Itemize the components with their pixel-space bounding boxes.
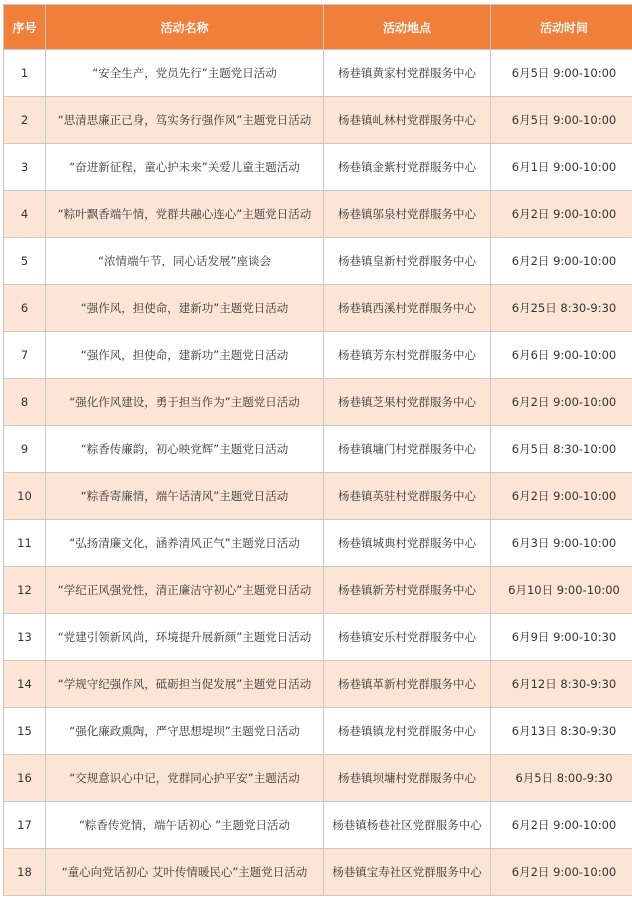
table-row [4,567,632,614]
cell-time: 6月25日 8:30-9:30 [491,285,632,332]
cell-time: 6月5日 9:00-10:00 [491,50,632,97]
cell-index: 8 [4,379,46,426]
cell-time: 6月2日 9:00-10:00 [491,849,632,896]
cell-activity-name: “学规守纪强作风，砥砺担当促发展”主题党日活动 [46,661,324,708]
cell-activity-name: “强化作风建设，勇于担当作为”主题党日活动 [46,379,324,426]
cell-index: 11 [4,520,46,567]
cell-time: 6月2日 9:00-10:00 [491,379,632,426]
cell-index: 16 [4,755,46,802]
header-activity-name: 活动名称 [46,5,324,50]
table-row [4,332,632,379]
activity-table [3,4,632,896]
header-index: 序号 [4,5,46,50]
cell-index: 15 [4,708,46,755]
cell-time: 6月13日 8:30-9:30 [491,708,632,755]
cell-location: 杨巷镇宝寿社区党群服务中心 [324,849,491,896]
table-row [4,144,632,191]
cell-index: 17 [4,802,46,849]
cell-activity-name: “强作风，担使命，建新功”主题党日活动 [46,332,324,379]
table-row [4,50,632,97]
cell-index: 13 [4,614,46,661]
table-row [4,614,632,661]
cell-activity-name: “学纪正风强党性，清正廉洁守初心”主题党日活动 [46,567,324,614]
cell-activity-name: “粽叶飘香端午情，党群共融心连心”主题党日活动 [46,191,324,238]
cell-activity-name: “粽香寄廉情，端午话清风”主题党日活动 [46,473,324,520]
table-row [4,661,632,708]
cell-activity-name: “强作风，担使命，建新功”主题党日活动 [46,285,324,332]
cell-location: 杨巷镇西溪村党群服务中心 [324,285,491,332]
table-row [4,708,632,755]
cell-location: 杨巷镇皇新村党群服务中心 [324,238,491,285]
cell-time: 6月5日 8:00-9:30 [491,755,632,802]
table-row [4,849,632,896]
table-row [4,802,632,849]
cell-index: 4 [4,191,46,238]
table-header [4,5,632,50]
cell-time: 6月1日 9:00-10:00 [491,144,632,191]
cell-index: 18 [4,849,46,896]
table-row [4,238,632,285]
cell-index: 2 [4,97,46,144]
cell-time: 6月10日 9:00-10:00 [491,567,632,614]
cell-activity-name: “奋进新征程，童心护未来”关爱儿童主题活动 [46,144,324,191]
cell-time: 6月5日 9:00-10:00 [491,97,632,144]
cell-index: 9 [4,426,46,473]
cell-location: 杨巷镇墉门村党群服务中心 [324,426,491,473]
cell-location: 杨巷镇英驻村党群服务中心 [324,473,491,520]
cell-location: 杨巷镇新芳村党群服务中心 [324,567,491,614]
cell-activity-name: “童心向党话初心 艾叶传情暖民心”主题党日活动 [46,849,324,896]
table-row [4,285,632,332]
cell-time: 6月6日 9:00-10:00 [491,332,632,379]
cell-time: 6月5日 8:30-10:00 [491,426,632,473]
cell-time: 6月9日 9:00-10:30 [491,614,632,661]
cell-activity-name: “思清思廉正己身，笃实务行强作风”主题党日活动 [46,97,324,144]
cell-location: 杨巷镇黄家村党群服务中心 [324,50,491,97]
cell-location: 杨巷镇乢林村党群服务中心 [324,97,491,144]
cell-time: 6月2日 9:00-10:00 [491,802,632,849]
cell-index: 10 [4,473,46,520]
cell-index: 7 [4,332,46,379]
cell-location: 杨巷镇坝墉村党群服务中心 [324,755,491,802]
cell-location: 杨巷镇城典村党群服务中心 [324,520,491,567]
cell-time: 6月2日 9:00-10:00 [491,473,632,520]
header-row [4,5,632,50]
cell-activity-name: “粽香传党情，端午话初心 ”主题党日活动 [46,802,324,849]
cell-time: 6月3日 9:00-10:00 [491,520,632,567]
cell-index: 6 [4,285,46,332]
cell-location: 杨巷镇芝果村党群服务中心 [324,379,491,426]
cell-activity-name: “强化廉政熏陶，严守思想堤坝”主题党日活动 [46,708,324,755]
cell-index: 14 [4,661,46,708]
table-body [4,50,632,896]
table-row [4,520,632,567]
cell-location: 杨巷镇革新村党群服务中心 [324,661,491,708]
cell-activity-name: “安全生产，党员先行”主题党日活动 [46,50,324,97]
cell-index: 3 [4,144,46,191]
cell-location: 杨巷镇镇龙村党群服务中心 [324,708,491,755]
header-time: 活动时间 [491,5,632,50]
cell-time: 6月2日 9:00-10:00 [491,191,632,238]
cell-activity-name: “弘扬清廉文化，涵养清风正气”主题党日活动 [46,520,324,567]
cell-location: 杨巷镇杨巷社区党群服务中心 [324,802,491,849]
cell-activity-name: “交规意识心中记，党群同心护平安”主题活动 [46,755,324,802]
cell-time: 6月12日 8:30-9:30 [491,661,632,708]
table-row [4,473,632,520]
header-location: 活动地点 [324,5,491,50]
cell-index: 1 [4,50,46,97]
table-row [4,191,632,238]
table-row [4,97,632,144]
cell-location: 杨巷镇芳东村党群服务中心 [324,332,491,379]
cell-index: 5 [4,238,46,285]
cell-location: 杨巷镇金紫村党群服务中心 [324,144,491,191]
cell-activity-name: “党建引领新风尚，环境提升展新颜”主题党日活动 [46,614,324,661]
cell-activity-name: “浓情端午节，同心话发展”座谈会 [46,238,324,285]
table-row [4,379,632,426]
table-row [4,755,632,802]
cell-activity-name: “粽香传廉韵，初心映党辉”主题党日活动 [46,426,324,473]
cell-location: 杨巷镇安乐村党群服务中心 [324,614,491,661]
cell-time: 6月2日 9:00-10:00 [491,238,632,285]
table-row [4,426,632,473]
cell-index: 12 [4,567,46,614]
cell-location: 杨巷镇邬泉村党群服务中心 [324,191,491,238]
